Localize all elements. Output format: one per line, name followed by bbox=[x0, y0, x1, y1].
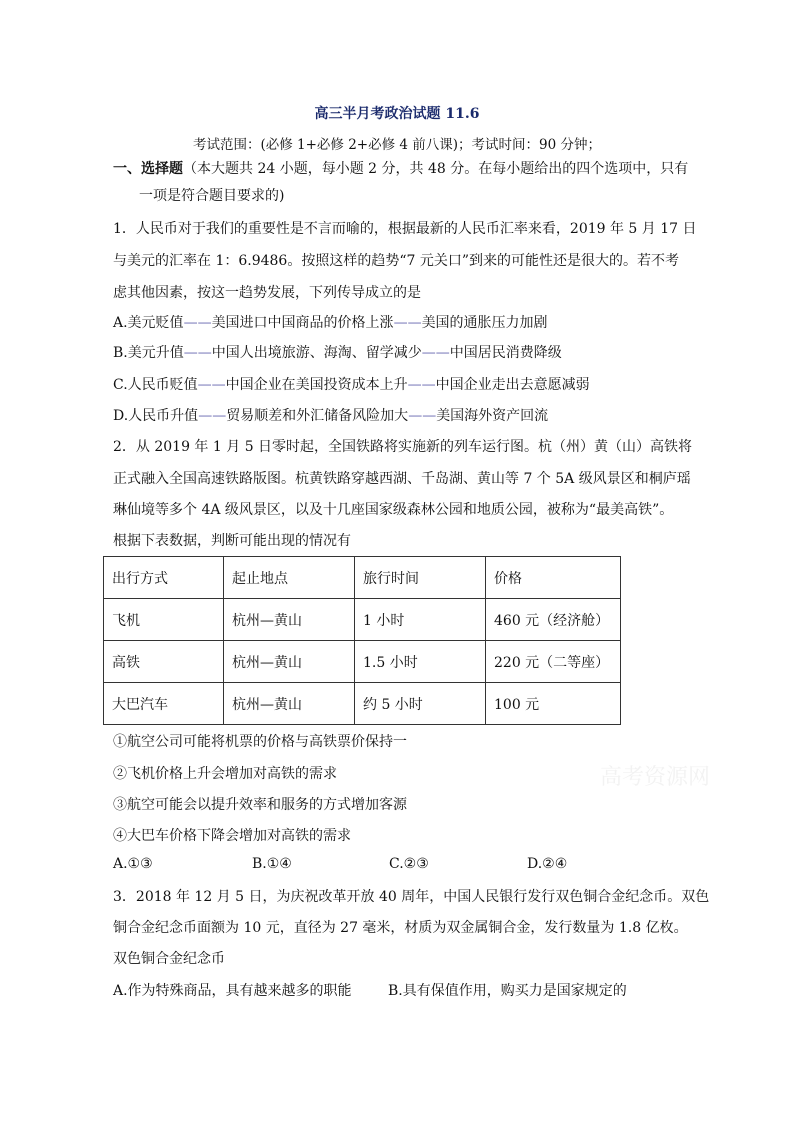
table-cell: 220 元（二等座） bbox=[486, 641, 621, 683]
q1-option-b bbox=[113, 343, 562, 363]
table-header-cell: 价格 bbox=[486, 557, 621, 599]
section-header bbox=[113, 159, 688, 179]
table-header-cell: 出行方式 bbox=[104, 557, 224, 599]
q1-a-dash: —— bbox=[183, 315, 212, 331]
q1-a-part: 美国进口中国商品的价格上涨 bbox=[211, 315, 394, 331]
table-header-cell: 起止地点 bbox=[224, 557, 355, 599]
q1-stem-3: 虑其他因素，按这一趋势发展，下列传导成立的是 bbox=[113, 285, 421, 301]
q1-a-part: 美国的通胀压力加剧 bbox=[421, 315, 548, 331]
table-cell: 约 5 小时 bbox=[355, 683, 486, 725]
table-cell: 1.5 小时 bbox=[355, 641, 486, 683]
q3-stem-3: 双色铜合金纪念币 bbox=[113, 951, 225, 967]
q1-b-dash: —— bbox=[183, 345, 212, 361]
table-row bbox=[104, 599, 621, 641]
q1-option-c bbox=[113, 375, 590, 395]
table-cell: 1 小时 bbox=[355, 599, 486, 641]
q1-d-dash: —— bbox=[198, 408, 227, 424]
q2-stem-4: 根据下表数据，判断可能出现的情况有 bbox=[113, 533, 351, 549]
table-row bbox=[104, 641, 621, 683]
q2-item-4: ④大巴车价格下降会增加对高铁的需求 bbox=[113, 828, 351, 844]
q3-option-b: B.具有保值作用，购买力是国家规定的 bbox=[388, 983, 627, 999]
q1-d-dash: —— bbox=[408, 408, 437, 424]
watermark-text: 高考资源网 bbox=[600, 765, 711, 790]
q1-option-d bbox=[113, 406, 548, 426]
section-heading: 一、选择题 bbox=[113, 161, 183, 177]
q2-choice-b: B.①④ bbox=[252, 856, 292, 872]
q1-a-part: A.美元贬值 bbox=[113, 315, 184, 331]
q1-d-part: 美国海外资产回流 bbox=[436, 408, 549, 424]
q2-item-1: ①航空公司可能将机票的价格与高铁票价保持一 bbox=[113, 734, 407, 750]
q2-stem-2: 正式融入全国高速铁路版图。杭黄铁路穿越西湖、千岛湖、黄山等 7 个 5A 级风景区和桐庐瑶 bbox=[113, 471, 691, 487]
q2-item-2: ②飞机价格上升会增加对高铁的需求 bbox=[113, 766, 337, 782]
table-cell: 100 元 bbox=[486, 683, 621, 725]
table-cell: 飞机 bbox=[104, 599, 224, 641]
q1-c-part: 中国企业走出去意愿减弱 bbox=[435, 377, 590, 393]
table-cell: 大巴汽车 bbox=[104, 683, 224, 725]
table-cell: 高铁 bbox=[104, 641, 224, 683]
q2-item-3: ③航空可能会以提升效率和服务的方式增加客源 bbox=[113, 797, 407, 813]
q1-c-part: C.人民币贬值 bbox=[113, 377, 198, 393]
q3-stem-2: 铜合金纪念币面额为 10 元，直径为 27 毫米，材质为双金属铜合金，发行数量为 1.8 亿枚。 bbox=[113, 920, 688, 936]
table-cell: 460 元（经济舱） bbox=[486, 599, 621, 641]
section-desc-1: （本大题共 24 小题，每小题 2 分，共 48 分。在每小题给出的四个选项中，只有 bbox=[183, 161, 689, 177]
q1-b-part: 中国居民消费降级 bbox=[449, 345, 562, 361]
q1-stem-1: 1．人民币对于我们的重要性是不言而喻的，根据最新的人民币汇率来看，2019 年 5 月 17 日 bbox=[113, 221, 697, 237]
q1-a-dash: —— bbox=[393, 315, 422, 331]
q3-option-a: A.作为特殊商品，具有越来越多的职能 bbox=[113, 983, 352, 999]
table-cell: 杭州—黄山 bbox=[224, 683, 355, 725]
q1-b-dash: —— bbox=[421, 345, 450, 361]
q1-c-dash: —— bbox=[407, 377, 436, 393]
q1-option-a bbox=[113, 313, 548, 333]
travel-table bbox=[103, 556, 621, 725]
q1-b-part: B.美元升值 bbox=[113, 345, 184, 361]
exam-scope: 考试范围：(必修 1+必修 2+必修 4 前八课)；考试时间：90 分钟； bbox=[192, 137, 602, 153]
q1-c-part: 中国企业在美国投资成本上升 bbox=[225, 377, 408, 393]
q1-c-dash: —— bbox=[197, 377, 226, 393]
q1-b-part: 中国人出境旅游、海淘、留学减少 bbox=[211, 345, 422, 361]
q1-d-part: 贸易顺差和外汇储备风险加大 bbox=[226, 408, 409, 424]
q2-stem-3: 琳仙境等多个 4A 级风景区，以及十几座国家级森林公园和地质公园，被称为“最美高铁”。 bbox=[113, 502, 674, 518]
table-cell: 杭州—黄山 bbox=[224, 599, 355, 641]
table-row bbox=[104, 683, 621, 725]
q3-stem-1: 3．2018 年 12 月 5 日，为庆祝改革开放 40 周年，中国人民银行发行双色铜合金纪念币。双色 bbox=[113, 889, 710, 905]
table-cell: 杭州—黄山 bbox=[224, 641, 355, 683]
q2-stem-1: 2．从 2019 年 1 月 5 日零时起，全国铁路将实施新的列车运行图。杭（州）黄（山）高铁将 bbox=[113, 439, 693, 455]
q1-d-part: D.人民币升值 bbox=[113, 408, 199, 424]
table-header-cell: 旅行时间 bbox=[355, 557, 486, 599]
exam-title: 高三半月考政治试题 11.6 bbox=[314, 106, 480, 122]
section-desc-2: 一项是符合题目要求的) bbox=[139, 188, 285, 204]
q2-choice-c: C.②③ bbox=[389, 856, 429, 872]
q2-choice-d: D.②④ bbox=[527, 856, 568, 872]
table-header-row bbox=[104, 557, 621, 599]
q2-choice-a: A.①③ bbox=[113, 856, 153, 872]
q1-stem-2: 与美元的汇率在 1：6.9486。按照这样的趋势“7 元关口”到来的可能性还是很大的。若不考 bbox=[113, 253, 680, 269]
